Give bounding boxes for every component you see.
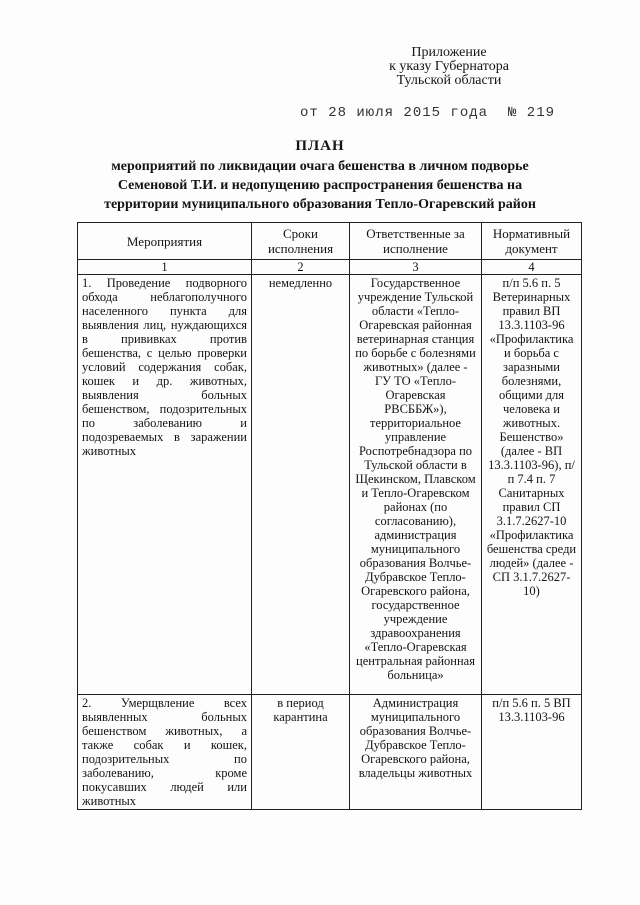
measure-cell: 2. Умерщвление всех выявленных больных бешенством животных, а также собак и кошек, подозрительных по заболеванию, кроме покусавших людей или животных [78,695,252,810]
header-responsible: Ответственные за исполнение [350,223,482,260]
measure-cell: 1. Проведение подворного обхода неблагополучного населенного пункта для выявления лиц, нуждающихся в прививках против бешенства, с целью проверки условий содержания собак, кошек и др. животных, выявления больных бешенством, подозрительных по заболеванию и подозреваемых в заражении животных [78,275,252,695]
subtitle-line-3: территории муниципального образования Тепло-Огаревский район [104,197,536,212]
column-number-3: 3 [350,260,482,275]
document-title: ПЛАН [295,138,345,154]
document-cell: п/п 5.6 п. 5 Ветеринарных правил ВП 13.3.1103-96 «Профилактика и борьба с заразными болезнями, общими для человека и животных. Бешенство» (далее - ВП 13.3.1103-96), п/п 7.4 п. 7 Санитарных правил СП 3.1.7.2627-10 «Профилактика бешенства среди людей» (далее - СП 3.1.7.2627-10) [482,275,582,695]
column-number-1: 1 [78,260,252,275]
header-measures: Мероприятия [78,223,252,260]
measures-table [77,222,582,810]
subtitle-line-1: мероприятий по ликвидации очага бешенства в личном подворье [111,159,529,174]
table-header-row [78,223,582,260]
decree-number: № 219 [508,105,556,121]
column-number-2: 2 [252,260,350,275]
header-document: Нормативный документ [482,223,582,260]
appendix-line-2: к указу Губернатора [389,59,509,74]
subtitle-line-2: Семеновой Т.И. и недопущению распространения бешенства на [117,178,523,193]
column-number-4: 4 [482,260,582,275]
responsible-cell: Администрация муниципального образования Волчье-Дубравское Тепло-Огаревского района, владельцы животных [350,695,482,810]
document-subtitle [60,157,580,214]
column-number-row [78,260,582,275]
decree-date: от 28 июля 2015 года [300,105,489,121]
appendix-line-1: Приложение [411,45,487,60]
responsible-cell: Государственное учреждение Тульской области «Тепло-Огаревская районная ветеринарная станция по борьбе с болезнями животных» (далее - ГУ ТО «Тепло-Огаревская РВСББЖ»), территориальное управление Роспотребнадзора по Тульской области в Щекинском, Плавском и Тепло-Огаревском районах (по согласованию), администрация муниципального образования Волчье-Дубравское Тепло-Огаревского района, государственное учреждение здравоохранения «Тепло-Огаревская центральная районная больница» [350,275,482,695]
deadline-cell: немедленно [252,275,350,695]
header-deadline: Сроки исполнения [252,223,350,260]
table-row [78,275,582,695]
appendix-block [364,46,534,88]
appendix-line-3: Тульской области [396,73,502,88]
decree-date-line [300,105,556,121]
document-cell: п/п 5.6 п. 5 ВП 13.3.1103-96 [482,695,582,810]
deadline-cell: в период карантина [252,695,350,810]
table-row [78,695,582,810]
